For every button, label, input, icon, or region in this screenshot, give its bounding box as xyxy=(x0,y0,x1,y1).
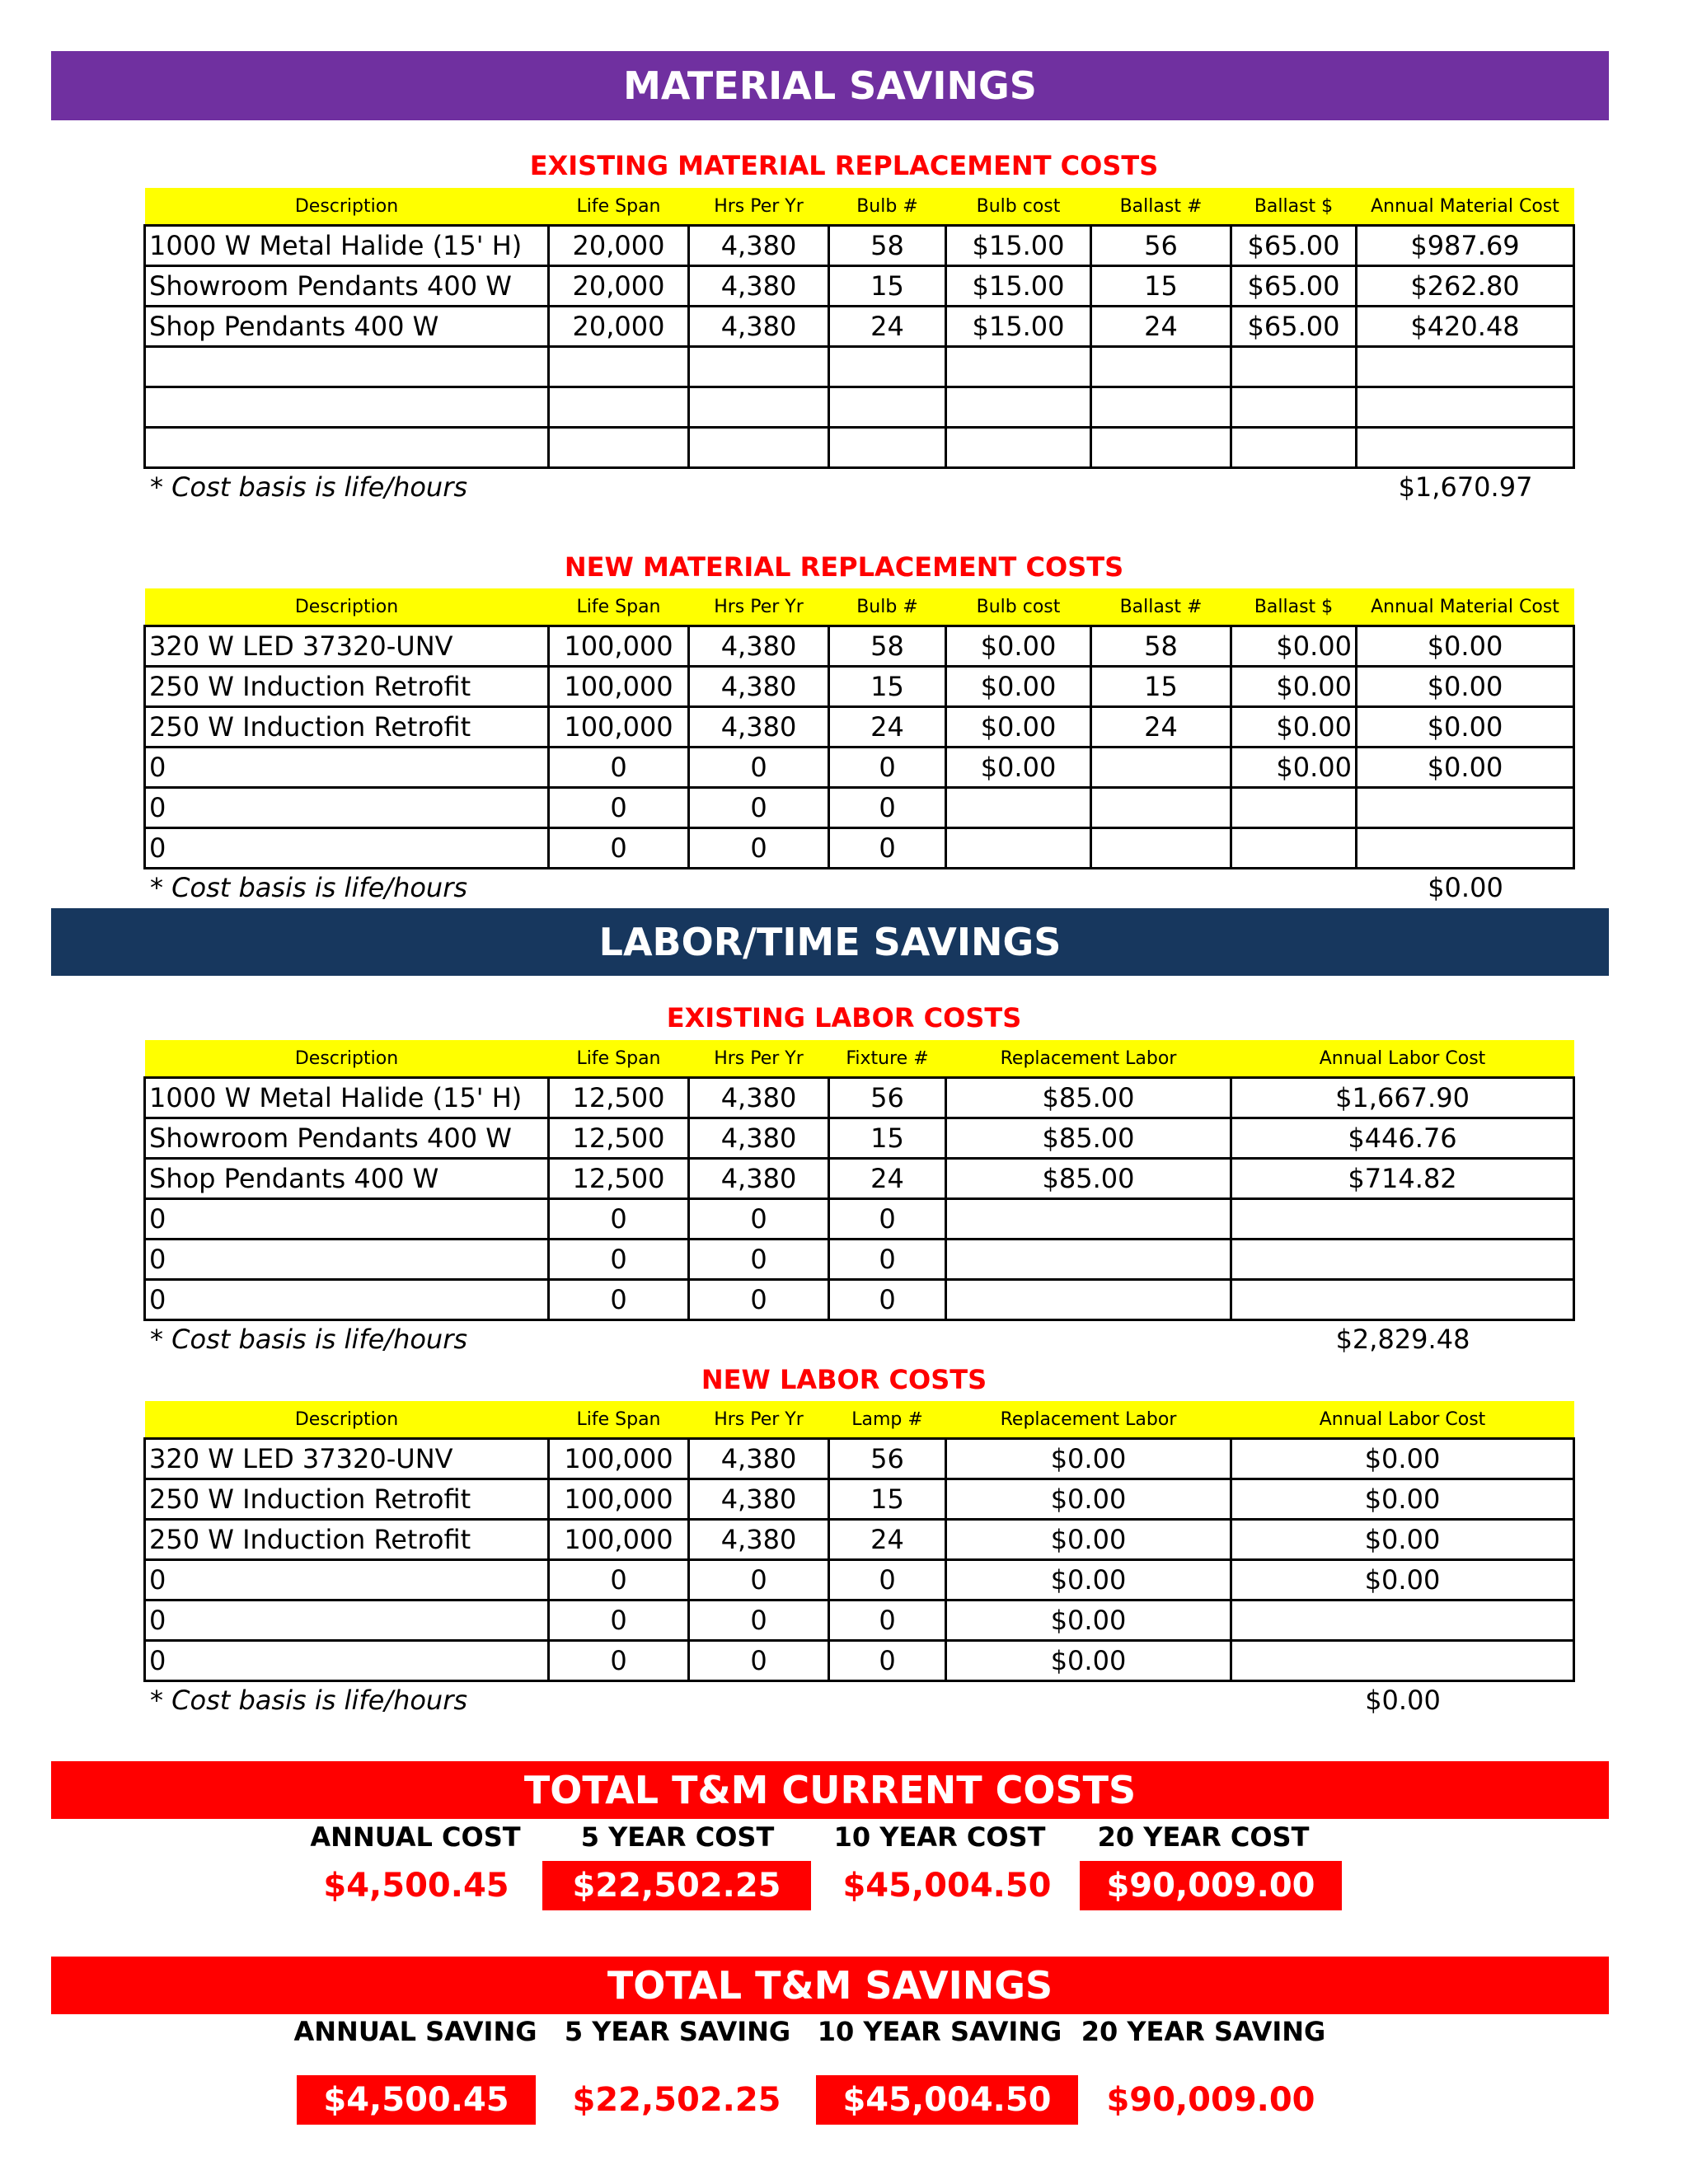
table-cell: 0 xyxy=(689,1280,829,1320)
table-cell: 0 xyxy=(145,1199,549,1240)
table-cell xyxy=(946,828,1091,869)
table-cell: 0 xyxy=(549,828,689,869)
table-row xyxy=(145,428,1574,468)
summary-value: $4,500.45 xyxy=(297,2075,536,2125)
new-labor-total: $0.00 xyxy=(1365,1685,1441,1716)
table-cell: 15 xyxy=(1091,266,1231,307)
table-cell xyxy=(1231,1199,1574,1240)
material-savings-banner xyxy=(51,51,1609,120)
table-cell: 0 xyxy=(145,1601,549,1641)
table-cell: 0 xyxy=(145,1280,549,1320)
table-cell xyxy=(946,347,1091,387)
table-cell: $0.00 xyxy=(946,748,1091,788)
table-cell xyxy=(829,428,946,468)
table-cell: $0.00 xyxy=(1231,1479,1574,1520)
table-cell: 20,000 xyxy=(549,226,689,266)
table-cell: 0 xyxy=(145,828,549,869)
table-cell: 0 xyxy=(689,1641,829,1681)
table-cell: 0 xyxy=(689,1560,829,1601)
summary-value: $22,502.25 xyxy=(572,2081,781,2119)
table-cell: 24 xyxy=(829,307,946,347)
summary-label: 10 YEAR COST xyxy=(833,1821,1046,1853)
table-cell: 0 xyxy=(549,1240,689,1280)
column-header: Annual Material Cost xyxy=(1357,588,1574,626)
table-row xyxy=(145,307,1574,347)
table-row xyxy=(145,1199,1574,1240)
table-cell: 100,000 xyxy=(549,667,689,707)
table-cell xyxy=(1091,347,1231,387)
existing-labor-note: * Cost basis is life/hours xyxy=(150,1324,468,1355)
table-cell: 0 xyxy=(829,1240,946,1280)
table-cell xyxy=(946,1280,1231,1320)
table-row xyxy=(145,1479,1574,1520)
table-cell: 0 xyxy=(145,788,549,828)
column-header: Annual Labor Cost xyxy=(1231,1401,1574,1439)
table-cell: 12,500 xyxy=(549,1078,689,1118)
table-row xyxy=(145,226,1574,266)
table-cell: 1000 W Metal Halide (15' H) xyxy=(145,1078,549,1118)
table-cell: 0 xyxy=(829,828,946,869)
table-cell: 1000 W Metal Halide (15' H) xyxy=(145,226,549,266)
table-row xyxy=(145,1601,1574,1641)
table-cell: 0 xyxy=(689,1199,829,1240)
table-cell: 0 xyxy=(689,1601,829,1641)
table-cell: 0 xyxy=(145,1641,549,1681)
summary-label: 5 YEAR COST xyxy=(580,1821,775,1853)
table-cell: 250 W Induction Retrofit xyxy=(145,667,549,707)
column-header: Bulb # xyxy=(829,588,946,626)
table-row xyxy=(145,626,1574,667)
table-row xyxy=(145,1439,1574,1479)
material-savings-title: MATERIAL SAVINGS xyxy=(623,63,1037,108)
column-header: Bulb # xyxy=(829,188,946,226)
summary-label: ANNUAL SAVING xyxy=(293,2016,537,2047)
summary-label: 10 YEAR SAVING xyxy=(817,2016,1062,2047)
table-cell: 15 xyxy=(829,1118,946,1159)
table-cell: 4,380 xyxy=(689,307,829,347)
table-cell: 0 xyxy=(145,1240,549,1280)
current-costs-title: TOTAL T&M CURRENT COSTS xyxy=(523,1768,1137,1812)
table-cell xyxy=(1231,1280,1574,1320)
table-cell: 24 xyxy=(829,1520,946,1560)
table-cell: 24 xyxy=(829,707,946,748)
table-cell: 4,380 xyxy=(689,1479,829,1520)
new-labor-note: * Cost basis is life/hours xyxy=(150,1685,468,1716)
column-header: Ballast # xyxy=(1091,188,1231,226)
table-cell: $0.00 xyxy=(946,707,1091,748)
labor-savings-title: LABOR/TIME SAVINGS xyxy=(598,920,1062,964)
table-row xyxy=(145,347,1574,387)
table-row xyxy=(145,1520,1574,1560)
table-cell: $85.00 xyxy=(946,1159,1231,1199)
summary-label: 20 YEAR COST xyxy=(1097,1821,1310,1853)
column-header: Replacement Labor xyxy=(946,1401,1231,1439)
table-row xyxy=(145,1240,1574,1280)
table-cell: 100,000 xyxy=(549,1479,689,1520)
table-cell: $0.00 xyxy=(946,1439,1231,1479)
table-cell: 0 xyxy=(145,748,549,788)
table-cell: $15.00 xyxy=(946,266,1091,307)
column-header: Ballast # xyxy=(1091,588,1231,626)
table-cell xyxy=(1091,788,1231,828)
table-cell: 0 xyxy=(549,1601,689,1641)
table-cell: $0.00 xyxy=(1231,1520,1574,1560)
column-header: Lamp # xyxy=(829,1401,946,1439)
summary-label: ANNUAL COST xyxy=(310,1821,521,1853)
table-cell: $0.00 xyxy=(1231,707,1357,748)
table-cell: 0 xyxy=(549,1641,689,1681)
table-cell xyxy=(1231,1601,1574,1641)
column-header: Hrs Per Yr xyxy=(689,588,829,626)
table-cell: 12,500 xyxy=(549,1118,689,1159)
table-cell xyxy=(829,347,946,387)
table-cell: $15.00 xyxy=(946,307,1091,347)
table-row xyxy=(145,1641,1574,1681)
table-row xyxy=(145,1159,1574,1199)
table-cell xyxy=(1231,347,1357,387)
column-header: Replacement Labor xyxy=(946,1040,1231,1078)
table-cell: $0.00 xyxy=(1231,1560,1574,1601)
summary-value: $45,004.50 xyxy=(842,1867,1052,1905)
table-cell: $0.00 xyxy=(946,1479,1231,1520)
table-cell: Showroom Pendants 400 W xyxy=(145,1118,549,1159)
column-header: Description xyxy=(145,1040,549,1078)
new-material-total: $0.00 xyxy=(1428,872,1503,903)
table-cell: 4,380 xyxy=(689,707,829,748)
column-header: Annual Labor Cost xyxy=(1231,1040,1574,1078)
table-cell: 0 xyxy=(829,1601,946,1641)
table-cell: 100,000 xyxy=(549,1439,689,1479)
table-cell: 56 xyxy=(1091,226,1231,266)
table-cell: 0 xyxy=(689,748,829,788)
existing-material-total: $1,670.97 xyxy=(1398,471,1533,503)
table-cell: 0 xyxy=(549,1560,689,1601)
table-cell: 0 xyxy=(549,748,689,788)
table-cell: $65.00 xyxy=(1231,307,1357,347)
table-row xyxy=(145,1118,1574,1159)
table-cell: 4,380 xyxy=(689,1520,829,1560)
column-header: Description xyxy=(145,1401,549,1439)
table-cell: 320 W LED 37320-UNV xyxy=(145,626,549,667)
table-row xyxy=(145,1280,1574,1320)
table-cell: $987.69 xyxy=(1357,226,1574,266)
table-row xyxy=(145,387,1574,428)
table-cell: $0.00 xyxy=(946,1520,1231,1560)
table-row xyxy=(145,828,1574,869)
table-cell: 0 xyxy=(829,1560,946,1601)
table-cell xyxy=(1091,387,1231,428)
column-header: Ballast $ xyxy=(1231,588,1357,626)
table-cell: 58 xyxy=(829,626,946,667)
summary-label: 5 YEAR SAVING xyxy=(564,2016,791,2047)
table-cell: Shop Pendants 400 W xyxy=(145,1159,549,1199)
table-cell: 4,380 xyxy=(689,1078,829,1118)
table-cell xyxy=(549,428,689,468)
table-cell: 250 W Induction Retrofit xyxy=(145,1479,549,1520)
table-cell: 24 xyxy=(1091,707,1231,748)
table-cell: $0.00 xyxy=(1231,748,1357,788)
table-cell xyxy=(1231,1240,1574,1280)
column-header: Ballast $ xyxy=(1231,188,1357,226)
column-header: Life Span xyxy=(549,188,689,226)
table-row xyxy=(145,1078,1574,1118)
column-header: Description xyxy=(145,588,549,626)
table-cell: 4,380 xyxy=(689,1439,829,1479)
summary-label: 20 YEAR SAVING xyxy=(1081,2016,1326,2047)
table-cell: 4,380 xyxy=(689,626,829,667)
existing-material-table xyxy=(143,188,1575,469)
table-cell xyxy=(946,1240,1231,1280)
column-header: Hrs Per Yr xyxy=(689,1040,829,1078)
summary-value: $90,009.00 xyxy=(1106,2081,1315,2119)
table-row xyxy=(145,667,1574,707)
savings-banner xyxy=(51,1957,1609,2014)
table-cell: 0 xyxy=(829,788,946,828)
table-cell: 4,380 xyxy=(689,1118,829,1159)
summary-value: $90,009.00 xyxy=(1080,1861,1342,1910)
table-cell: Showroom Pendants 400 W xyxy=(145,266,549,307)
table-cell: 20,000 xyxy=(549,266,689,307)
table-cell: $0.00 xyxy=(1231,1439,1574,1479)
column-header: Annual Material Cost xyxy=(1357,188,1574,226)
table-cell xyxy=(1357,828,1574,869)
table-cell: 58 xyxy=(1091,626,1231,667)
table-cell xyxy=(145,347,549,387)
table-cell: 15 xyxy=(829,667,946,707)
table-cell xyxy=(145,428,549,468)
table-cell: 15 xyxy=(829,1479,946,1520)
table-cell xyxy=(1231,387,1357,428)
table-cell xyxy=(1357,788,1574,828)
table-cell: $0.00 xyxy=(1357,626,1574,667)
table-cell xyxy=(946,387,1091,428)
table-cell: Shop Pendants 400 W xyxy=(145,307,549,347)
column-header: Hrs Per Yr xyxy=(689,1401,829,1439)
table-cell: 58 xyxy=(829,226,946,266)
table-cell: 4,380 xyxy=(689,667,829,707)
table-cell: 15 xyxy=(1091,667,1231,707)
table-cell xyxy=(1091,748,1231,788)
table-cell: $714.82 xyxy=(1231,1159,1574,1199)
table-cell: 250 W Induction Retrofit xyxy=(145,1520,549,1560)
table-cell xyxy=(1357,428,1574,468)
column-header: Fixture # xyxy=(829,1040,946,1078)
current-costs-banner xyxy=(51,1761,1609,1819)
table-cell: $0.00 xyxy=(946,1560,1231,1601)
table-cell xyxy=(689,428,829,468)
table-row xyxy=(145,707,1574,748)
labor-savings-banner xyxy=(51,908,1609,976)
column-header: Life Span xyxy=(549,1040,689,1078)
table-cell: $0.00 xyxy=(946,1601,1231,1641)
column-header: Bulb cost xyxy=(946,188,1091,226)
table-cell: $262.80 xyxy=(1357,266,1574,307)
summary-value: $22,502.25 xyxy=(542,1861,811,1910)
table-cell: $0.00 xyxy=(1357,667,1574,707)
table-cell xyxy=(829,387,946,428)
table-cell xyxy=(549,387,689,428)
table-row xyxy=(145,788,1574,828)
table-cell xyxy=(1231,1641,1574,1681)
table-cell: 12,500 xyxy=(549,1159,689,1199)
table-cell: 0 xyxy=(549,1280,689,1320)
table-cell: 0 xyxy=(829,1641,946,1681)
table-cell: 0 xyxy=(689,788,829,828)
table-cell xyxy=(1231,828,1357,869)
table-cell: 100,000 xyxy=(549,707,689,748)
table-cell: $0.00 xyxy=(1231,626,1357,667)
table-cell: 56 xyxy=(829,1078,946,1118)
table-cell xyxy=(1231,788,1357,828)
table-cell: 4,380 xyxy=(689,1159,829,1199)
column-header: Life Span xyxy=(549,1401,689,1439)
table-cell: 0 xyxy=(549,788,689,828)
table-cell: $65.00 xyxy=(1231,226,1357,266)
table-cell: 24 xyxy=(829,1159,946,1199)
table-cell: 0 xyxy=(145,1560,549,1601)
summary-value: $45,004.50 xyxy=(816,2075,1078,2125)
table-cell: 4,380 xyxy=(689,266,829,307)
new-material-table xyxy=(143,588,1575,869)
existing-labor-table xyxy=(143,1040,1575,1321)
table-cell: 0 xyxy=(689,1240,829,1280)
table-cell: 100,000 xyxy=(549,1520,689,1560)
table-cell: $0.00 xyxy=(1357,707,1574,748)
table-cell: $0.00 xyxy=(946,1641,1231,1681)
table-cell xyxy=(549,347,689,387)
table-cell: $446.76 xyxy=(1231,1118,1574,1159)
table-cell: 15 xyxy=(829,266,946,307)
column-header: Hrs Per Yr xyxy=(689,188,829,226)
summary-value: $4,500.45 xyxy=(323,1867,509,1905)
table-cell: $0.00 xyxy=(946,667,1091,707)
table-cell: 100,000 xyxy=(549,626,689,667)
table-cell: 4,380 xyxy=(689,226,829,266)
table-cell: $0.00 xyxy=(946,626,1091,667)
new-material-note: * Cost basis is life/hours xyxy=(150,872,468,903)
table-cell: $0.00 xyxy=(1231,667,1357,707)
new-material-title: NEW MATERIAL REPLACEMENT COSTS xyxy=(564,551,1124,583)
table-cell: 20,000 xyxy=(549,307,689,347)
table-cell xyxy=(689,387,829,428)
table-cell: 0 xyxy=(829,1280,946,1320)
new-labor-title: NEW LABOR COSTS xyxy=(701,1364,987,1395)
table-cell: 24 xyxy=(1091,307,1231,347)
table-cell: $85.00 xyxy=(946,1118,1231,1159)
table-row xyxy=(145,266,1574,307)
existing-labor-total: $2,829.48 xyxy=(1335,1324,1470,1355)
existing-material-title: EXISTING MATERIAL REPLACEMENT COSTS xyxy=(529,150,1159,181)
table-cell xyxy=(1357,387,1574,428)
table-cell: 0 xyxy=(549,1199,689,1240)
table-row xyxy=(145,748,1574,788)
table-cell: 0 xyxy=(689,828,829,869)
savings-title: TOTAL T&M SAVINGS xyxy=(607,1963,1053,2008)
table-cell xyxy=(145,387,549,428)
table-cell xyxy=(1091,828,1231,869)
column-header: Description xyxy=(145,188,549,226)
table-cell xyxy=(1091,428,1231,468)
existing-labor-title: EXISTING LABOR COSTS xyxy=(666,1002,1022,1033)
table-cell: 0 xyxy=(829,748,946,788)
new-labor-table xyxy=(143,1401,1575,1682)
table-cell xyxy=(946,788,1091,828)
table-cell: $85.00 xyxy=(946,1078,1231,1118)
table-cell xyxy=(1357,347,1574,387)
table-cell: $15.00 xyxy=(946,226,1091,266)
column-header: Life Span xyxy=(549,588,689,626)
table-cell: 320 W LED 37320-UNV xyxy=(145,1439,549,1479)
table-cell: 0 xyxy=(829,1199,946,1240)
table-row xyxy=(145,1560,1574,1601)
existing-material-note: * Cost basis is life/hours xyxy=(150,471,468,503)
table-cell: $65.00 xyxy=(1231,266,1357,307)
table-cell: 56 xyxy=(829,1439,946,1479)
table-cell xyxy=(1231,428,1357,468)
table-cell xyxy=(946,1199,1231,1240)
table-cell: $420.48 xyxy=(1357,307,1574,347)
table-cell: $1,667.90 xyxy=(1231,1078,1574,1118)
column-header: Bulb cost xyxy=(946,588,1091,626)
table-cell xyxy=(946,428,1091,468)
table-cell: $0.00 xyxy=(1357,748,1574,788)
table-cell xyxy=(689,347,829,387)
table-cell: 250 W Induction Retrofit xyxy=(145,707,549,748)
